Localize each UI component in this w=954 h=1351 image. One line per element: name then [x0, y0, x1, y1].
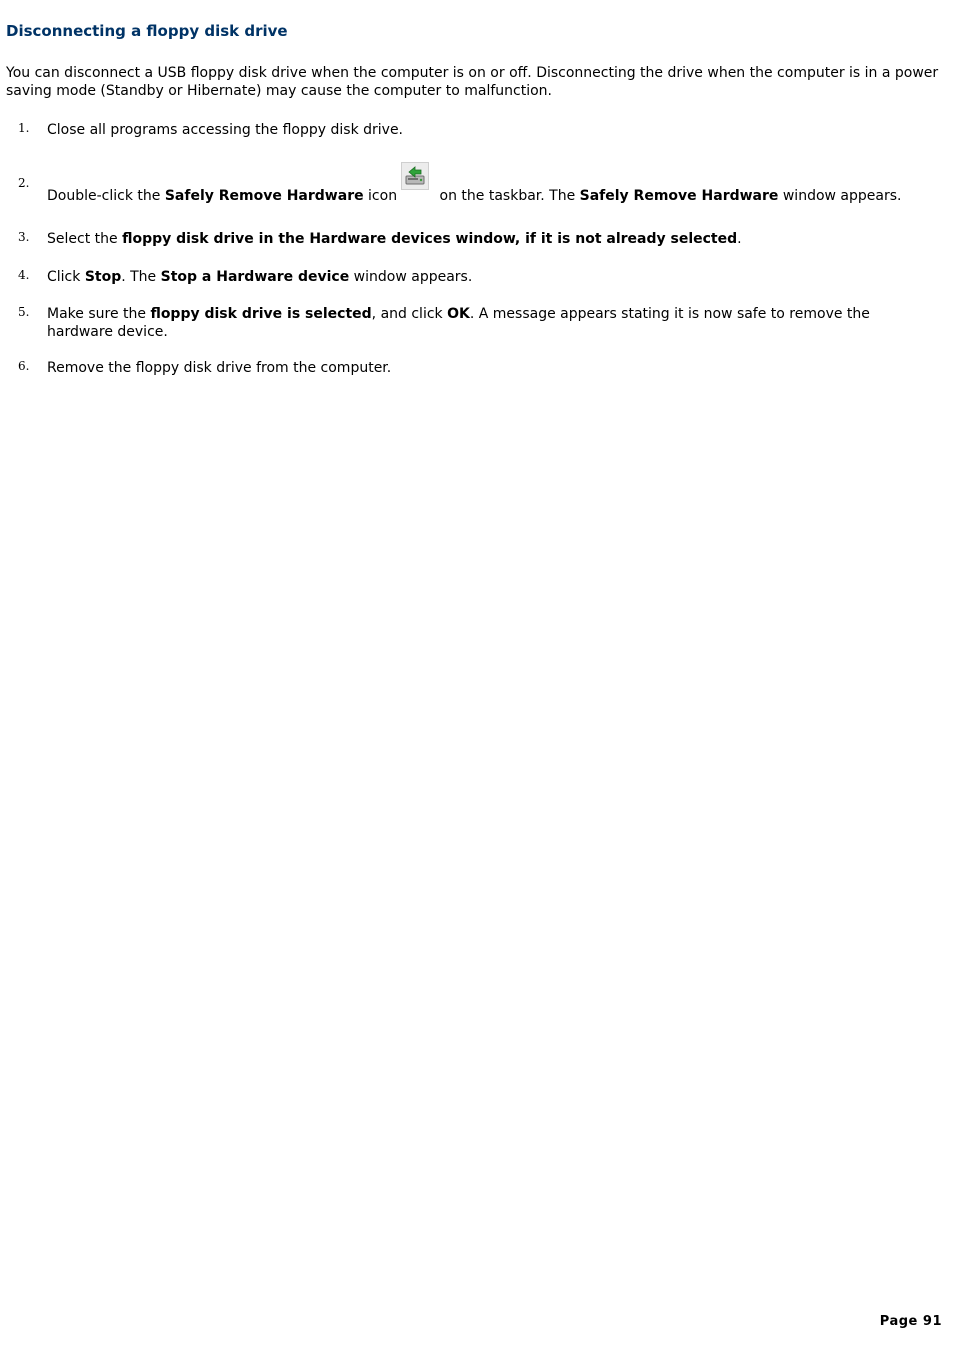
page-title: Disconnecting a floppy disk drive — [6, 22, 288, 40]
step-text: Make sure the floppy disk drive is selected, and click OK. A message appears stating it is now safe to remove the hardware device. — [47, 306, 870, 340]
page-number: Page 91 — [879, 1314, 942, 1329]
step-number: 5. — [18, 305, 30, 319]
step-number: 3. — [18, 230, 30, 244]
intro-paragraph: You can disconnect a USB floppy disk drive when the computer is on or off. Disconnecting the drive when the computer is in a power saving mode (Standby or Hibernate) may cause the computer to malfunction. — [6, 65, 939, 99]
step-number: 1. — [18, 121, 30, 135]
step-number: 4. — [18, 268, 30, 282]
step-text: Double-click the Safely Remove Hardware icon on the taskbar. The Safely Remove Hardware window appears. — [47, 176, 907, 205]
step-number: 2. — [18, 176, 30, 190]
step-number: 6. — [18, 359, 30, 373]
safely-remove-hardware-icon — [401, 162, 429, 190]
step-text: Click Stop. The Stop a Hardware device window appears. — [47, 269, 473, 285]
step-text: Select the floppy disk drive in the Hardware devices window, if it is not already selected. — [47, 231, 742, 247]
step-text: Remove the floppy disk drive from the computer. — [47, 360, 392, 376]
step-text: Close all programs accessing the floppy disk drive. — [47, 122, 404, 138]
